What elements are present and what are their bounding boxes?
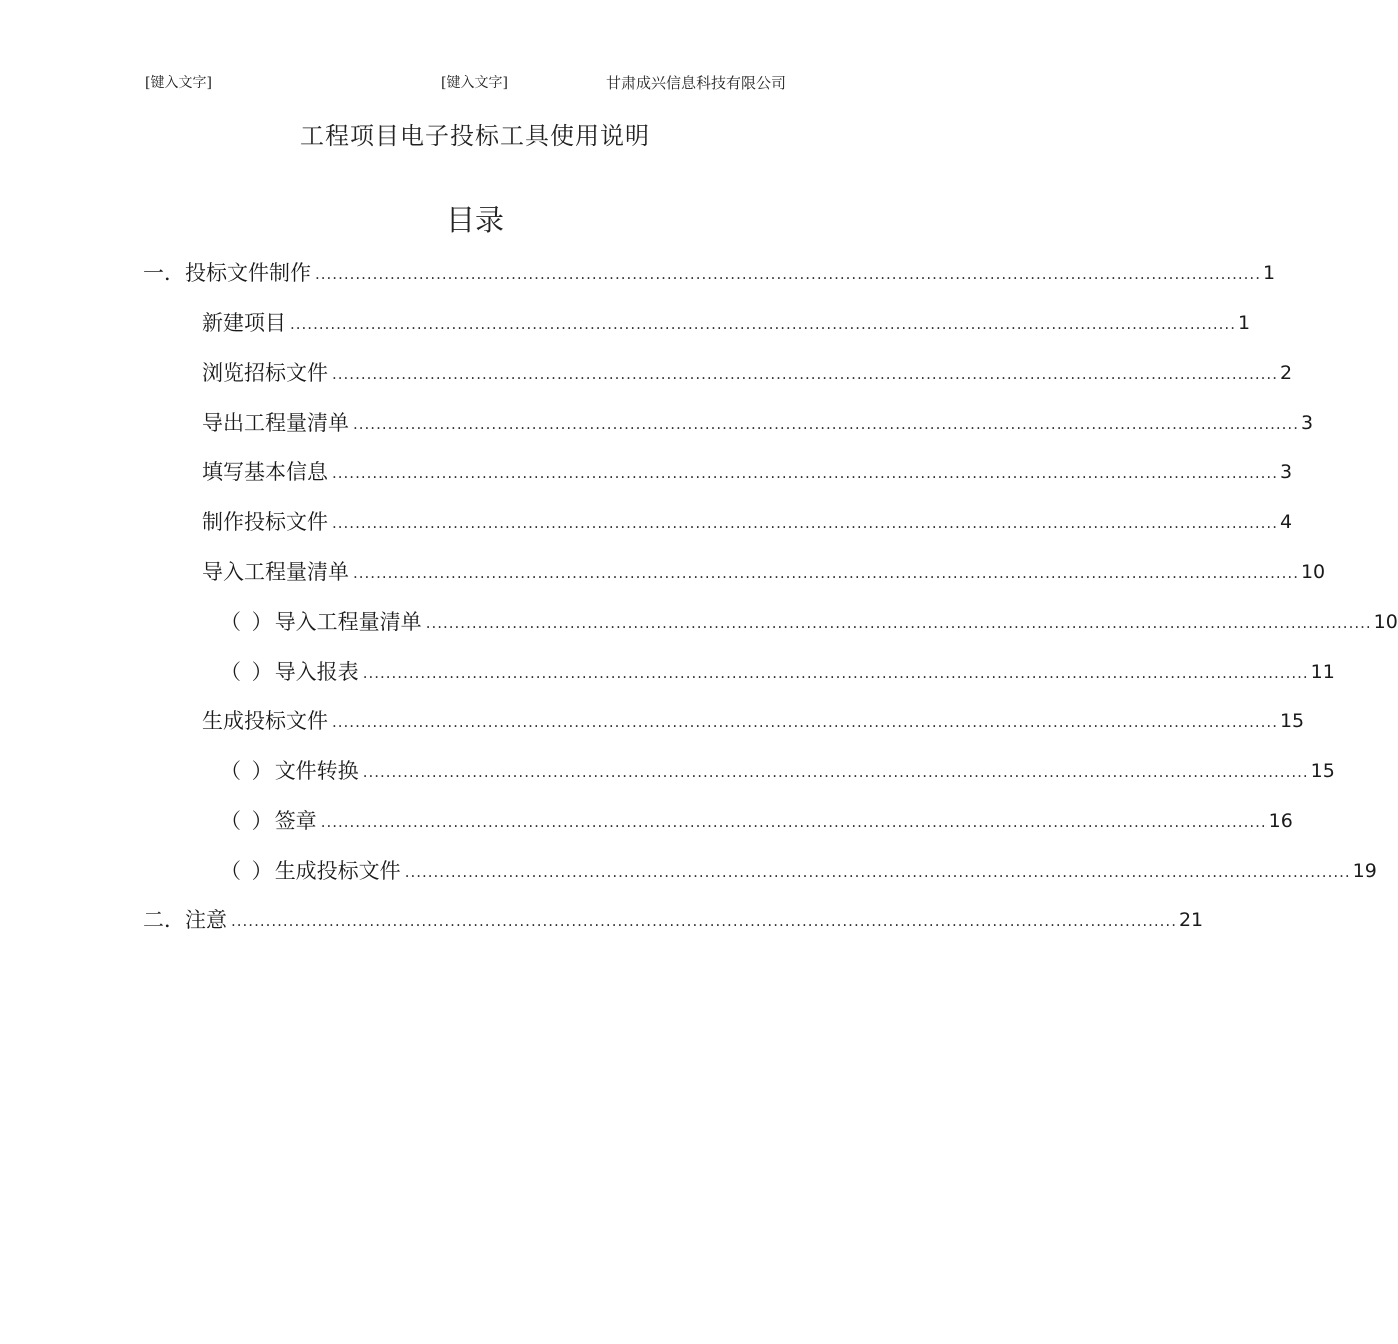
toc-entry-label: 浏览招标文件: [202, 361, 328, 385]
toc-entry-export-bill[interactable]: [202, 408, 1314, 438]
toc-entry-number: （ ）: [220, 610, 275, 634]
toc-leader-dots: ....................................................................................................................................................................: [332, 514, 1278, 532]
toc-entry-page: 4: [1279, 511, 1293, 533]
toc-leader-dots: ....................................................................................................................................................................: [320, 813, 1267, 831]
toc-entry-signature[interactable]: [220, 806, 1293, 836]
toc-entry-label: 导出工程量清单: [202, 411, 349, 435]
toc-entry-page: 15: [1310, 760, 1335, 782]
toc-leader-dots: ....................................................................................................................................................................: [231, 912, 1177, 930]
toc-entry-page: 19: [1352, 860, 1377, 882]
toc-entry-import-bill[interactable]: [202, 557, 1326, 587]
toc-entry-basic-info[interactable]: [202, 457, 1293, 487]
toc-entry-number: （ ）: [220, 759, 275, 783]
toc-entry-label: 投标文件制作: [185, 261, 311, 285]
toc-leader-dots: ....................................................................................................................................................................: [332, 365, 1278, 383]
document-title: 工程项目电子投标工具使用说明: [300, 122, 650, 150]
toc-entry-generate-bid-sub[interactable]: [220, 856, 1377, 886]
toc-heading: 目录: [445, 203, 504, 237]
toc-leader-dots: ....................................................................................................................................................................: [353, 564, 1299, 582]
toc-entry-file-conversion[interactable]: [220, 756, 1335, 786]
toc-entry-label: 生成投标文件: [202, 709, 328, 733]
toc-entry-page: 3: [1279, 461, 1293, 483]
header-company-name: 甘肃成兴信息科技有限公司: [606, 74, 787, 92]
toc-entry-page: 1: [1237, 312, 1251, 334]
toc-entry-page: 21: [1178, 909, 1204, 931]
toc-entry-page: 1: [1262, 262, 1276, 284]
toc-entry-generate-bid[interactable]: [202, 706, 1305, 736]
toc-entry-label: 新建项目: [202, 311, 286, 335]
toc-leader-dots: ....................................................................................................................................................................: [290, 315, 1236, 333]
toc-entry-number: （ ）: [220, 660, 275, 684]
toc-entry-label: 导入工程量清单: [202, 560, 349, 584]
toc-leader-dots: ....................................................................................................................................................................: [332, 713, 1278, 731]
toc-entry-page: 15: [1279, 710, 1305, 732]
toc-entry-page: 11: [1310, 661, 1335, 683]
toc-entry-section-1[interactable]: [143, 258, 1276, 288]
toc-entry-import-report[interactable]: [220, 657, 1335, 687]
toc-entry-number: 二．: [143, 908, 185, 932]
toc-entry-import-bill-sub[interactable]: [220, 607, 1398, 637]
toc-entry-new-project[interactable]: [202, 308, 1251, 338]
header-left-placeholder: [键入文字]: [145, 75, 212, 91]
toc-entry-page: 3: [1300, 412, 1314, 434]
toc-entry-number: （ ）: [220, 809, 275, 833]
toc-leader-dots: ....................................................................................................................................................................: [315, 265, 1261, 283]
toc-entry-label: 注意: [185, 908, 227, 932]
toc-entry-page: 10: [1373, 611, 1398, 633]
toc-leader-dots: ....................................................................................................................................................................: [332, 464, 1278, 482]
toc-entry-number: 一．: [143, 261, 185, 285]
toc-leader-dots: ....................................................................................................................................................................: [353, 415, 1299, 433]
toc-entry-label: 填写基本信息: [202, 460, 328, 484]
toc-leader-dots: ....................................................................................................................................................................: [362, 664, 1309, 682]
toc-entry-number: （ ）: [220, 859, 275, 883]
toc-leader-dots: ....................................................................................................................................................................: [404, 863, 1351, 881]
header-center-placeholder: [键入文字]: [441, 75, 508, 91]
toc-entry-section-2[interactable]: [143, 905, 1204, 935]
toc-entry-page: 16: [1268, 810, 1293, 832]
toc-entry-label: 制作投标文件: [202, 510, 328, 534]
toc-entry-label: 生成投标文件: [274, 859, 401, 883]
toc-entry-label: 文件转换: [274, 759, 359, 783]
toc-leader-dots: ....................................................................................................................................................................: [362, 763, 1309, 781]
toc-entry-label: 签章: [274, 809, 317, 833]
toc-leader-dots: ....................................................................................................................................................................: [425, 614, 1372, 632]
toc-entry-label: 导入报表: [274, 660, 359, 684]
toc-entry-page: 10: [1300, 561, 1326, 583]
toc-entry-browse-tender[interactable]: [202, 358, 1293, 388]
toc-entry-page: 2: [1279, 362, 1293, 384]
toc-entry-label: 导入工程量清单: [274, 610, 422, 634]
toc-entry-make-bid[interactable]: [202, 507, 1293, 537]
